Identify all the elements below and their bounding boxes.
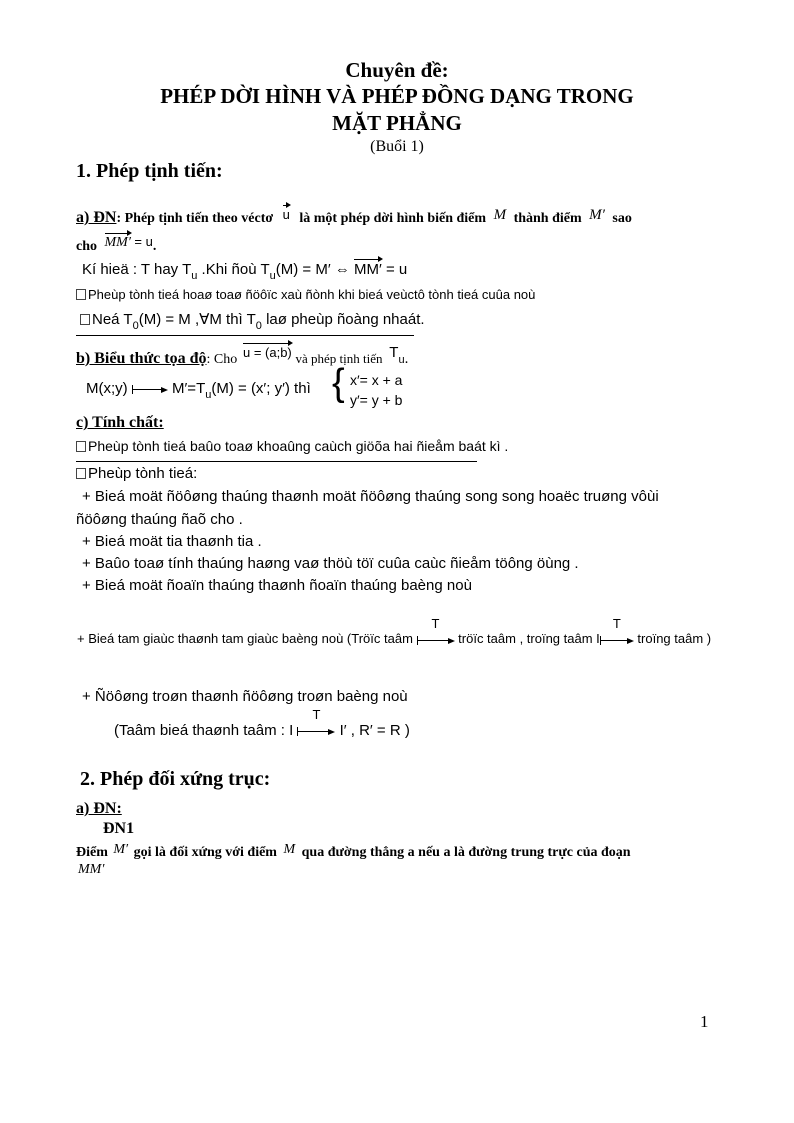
dn-text-4: sao	[612, 211, 632, 226]
notation-sub-1: u	[191, 270, 198, 282]
map-sub: u	[205, 389, 212, 401]
vector-mm-prime: MM′	[104, 235, 131, 250]
determined-text: Pheùp tònh tieá hoaø toaø ñöôïc xaù ñònh khi bieá veùctô tònh tieá cuûa noù	[88, 287, 536, 302]
property-5-text-a: + Bieá tam giaùc thaønh tam giaùc baèng noù (Tröïc taâm	[77, 631, 413, 646]
coord-t-sub: u	[398, 354, 405, 366]
property-4: + Bieá moät ñoaïn thaúng thaønh ñoaïn thaúng baèng noù	[82, 577, 472, 594]
coord-text-2: và phép tịnh tiến	[295, 351, 383, 366]
divider	[76, 461, 477, 462]
def-text-3: qua đường thẳng a nếu a là đường trung trực của đoạn	[301, 845, 631, 860]
dn-label: a) ĐN	[76, 209, 117, 226]
property-5	[77, 616, 712, 647]
def-point-m-prime: M′	[113, 842, 129, 857]
coord-heading-line	[76, 344, 408, 368]
notation-text-2: .Khi ñoù T	[201, 261, 270, 278]
session-label: (Buổi 1)	[370, 138, 424, 155]
properties-label: c) Tính chất:	[76, 414, 164, 431]
arrow-t-label: T	[612, 616, 621, 632]
point-m-prime: M′	[589, 207, 605, 223]
definition-line2	[76, 234, 156, 255]
def-text-1: Điểm	[76, 845, 108, 860]
coord-label: b) Biểu thức tọa độ	[76, 350, 207, 367]
system-eq-1: x′= x + a	[350, 372, 403, 388]
map-right-1: M′=T	[172, 380, 206, 397]
section2-def-line1	[76, 842, 631, 861]
maps-to-arrow-icon	[600, 616, 634, 647]
dot: .	[152, 239, 157, 254]
divider	[76, 335, 414, 336]
notation-sub-2: u	[269, 270, 276, 282]
system-eq-2: y′= y + b	[350, 392, 403, 408]
arrow-t-label: T	[312, 706, 321, 722]
bullet-box-icon	[76, 441, 86, 452]
bullet-box-icon	[76, 468, 86, 479]
notation-line	[82, 261, 407, 282]
dn-text-2: là một phép dời hình biến điểm	[299, 211, 487, 226]
coord-vector-u: u = (a;b)	[242, 345, 292, 360]
identity-text-1: Neá T	[92, 311, 133, 328]
bullet-box-icon	[76, 289, 86, 300]
section2-heading: 2. Phép đối xứng trục:	[80, 768, 271, 790]
dn-text-3: thành điểm	[513, 211, 582, 226]
notation-vector: MM′	[354, 261, 382, 278]
equals-u: = u	[134, 234, 153, 249]
property-main-text: Pheùp tònh tieá baûo toaø khoaûng caùch giöõa hai ñieåm baát kì .	[88, 438, 509, 454]
determined-line	[76, 287, 535, 302]
section2-def-label: a) ĐN:	[76, 800, 122, 817]
property-1b: ñöôøng thaúng ñaõ cho .	[76, 511, 243, 528]
cho-text: cho	[76, 239, 97, 254]
property-head-text: Pheùp tònh tieá:	[88, 465, 198, 482]
property-5-text-b: tröïc taâm , troïng taâm	[458, 631, 593, 646]
property-1a: + Bieá moät ñöôøng thaúng thaønh moät ñöôøng thaúng song song hoaëc truøng vôùi	[82, 488, 659, 505]
title-line1: Chuyên đề:	[345, 58, 449, 82]
def-text-2: gọi là đối xứng với điểm	[133, 845, 277, 860]
point-m: M	[493, 207, 507, 223]
property-5-text-c: troïng taâm )	[637, 631, 712, 646]
map-left: M(x;y)	[86, 380, 128, 397]
page-number: 1	[700, 1012, 709, 1031]
def-segment-mm-prime: MM′	[78, 862, 105, 877]
notation-text-1: Kí hieä : T hay T	[82, 261, 192, 278]
coord-dot: .	[404, 351, 409, 367]
property-7	[114, 706, 410, 740]
property-6: + Ñöôøng troøn thaønh ñöôøng troøn baèng noù	[82, 688, 408, 705]
property-7-text-a: (Taâm bieá thaønh taâm : I	[114, 722, 294, 739]
identity-text-2: (M) = M ,∀M thì T	[138, 311, 256, 328]
property-head	[76, 465, 197, 482]
maps-to-arrow-icon	[417, 616, 455, 647]
title-line3: MẶT PHẲNG	[332, 111, 462, 135]
dn-text-1: : Phép tịnh tiến theo véctơ	[116, 211, 274, 226]
def-point-m: M	[283, 842, 296, 857]
map-right-2: (M) = (x′; y′) thì	[211, 380, 311, 397]
coord-map	[86, 380, 311, 401]
property-7-text-b: I′ , R′ = R )	[339, 722, 410, 739]
title-line2: PHÉP DỜI HÌNH VÀ PHÉP ĐỒNG DẠNG TRONG	[160, 84, 634, 108]
notation-text-4: = u	[385, 261, 408, 278]
notation-text-3: (M) = M′ ⇔	[275, 261, 350, 278]
identity-sub-2: 0	[255, 320, 262, 332]
bullet-box-icon	[80, 314, 90, 325]
brace-icon: {	[332, 362, 345, 404]
section1-heading: 1. Phép tịnh tiến:	[76, 160, 223, 182]
maps-to-arrow-icon	[297, 706, 335, 740]
identity-sub-1: 0	[132, 320, 139, 332]
identity-text-3: laø pheùp ñoàng nhaát.	[266, 311, 425, 328]
vector-u: u	[282, 207, 290, 222]
definition-line1	[76, 207, 632, 227]
property-3: + Baûo toaø tính thaúng haøng vaø thöù töï cuûa caùc ñieåm töông öùng .	[82, 555, 579, 572]
property-main	[76, 438, 508, 454]
maps-to-arrow-icon	[132, 381, 168, 398]
identity-line	[80, 310, 425, 332]
arrow-t-label: T	[431, 616, 440, 632]
property-2: + Bieá moät tia thaønh tia .	[82, 533, 262, 550]
coord-t: T	[389, 344, 399, 361]
coord-text-1: : Cho	[206, 352, 238, 367]
dn1-label: ĐN1	[103, 820, 135, 837]
property-5-i: I	[596, 631, 600, 646]
